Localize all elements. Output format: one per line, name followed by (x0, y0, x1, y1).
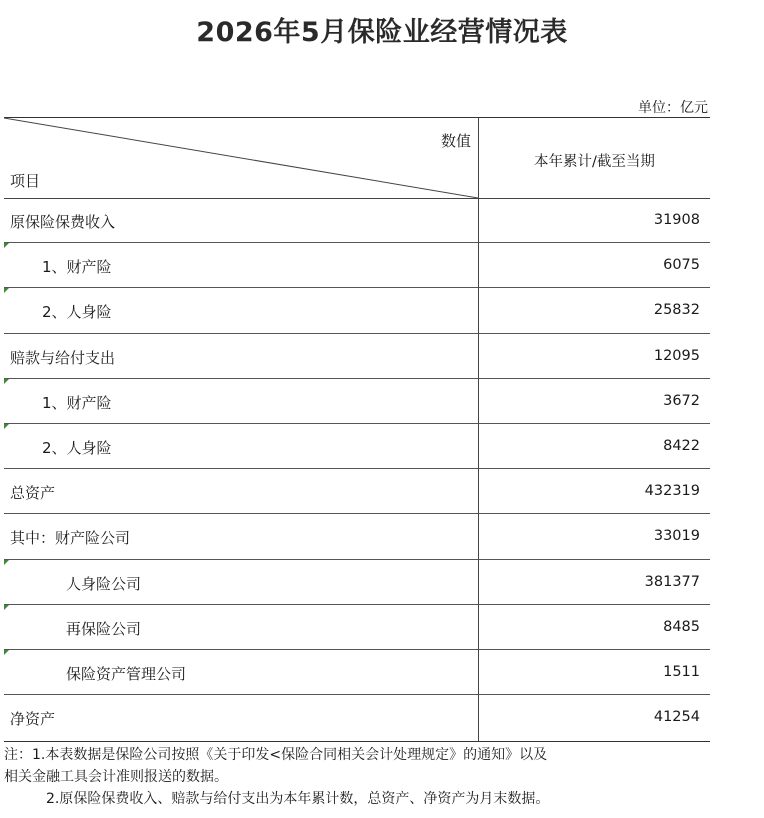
table-row (4, 379, 710, 424)
header-value-label: 数值 (441, 132, 472, 150)
cell-marker-icon (4, 424, 9, 429)
cell-marker-icon (4, 243, 9, 248)
row-label: 净资产 (10, 710, 56, 729)
cell-marker-icon (4, 605, 9, 610)
table-row (4, 514, 710, 559)
row-value: 1511 (663, 663, 700, 680)
row-label: 2、人身险 (42, 438, 112, 457)
table-row (4, 605, 710, 650)
row-label: 1、财产险 (42, 258, 112, 277)
table-row (4, 198, 710, 243)
header-item-label: 项目 (10, 172, 41, 190)
footnote-line-2: 相关金融工具会计准则报送的数据。 (4, 769, 228, 785)
row-value: 25832 (653, 302, 700, 319)
table-row (4, 243, 710, 288)
row-label: 赔款与给付支出 (10, 348, 116, 367)
table-row (4, 424, 710, 469)
row-label: 总资产 (10, 484, 56, 503)
row-value: 8422 (663, 437, 700, 454)
row-value: 3672 (663, 392, 700, 409)
unit-label: 单位：亿元 (638, 100, 708, 116)
row-label: 2、人身险 (42, 303, 112, 322)
footnotes (4, 744, 714, 810)
row-value: 33019 (653, 528, 700, 545)
table-row (4, 560, 710, 605)
table-header (4, 118, 710, 199)
data-table (4, 117, 710, 742)
table-body (4, 198, 710, 740)
table-row (4, 288, 710, 333)
table-row (4, 334, 710, 379)
row-value: 381377 (644, 573, 700, 590)
row-label: 人身险公司 (66, 574, 142, 593)
row-value: 12095 (653, 347, 700, 364)
row-value: 41254 (653, 709, 700, 726)
footnote-line-3: 2.原保险保费收入、赔款与给付支出为本年累计数，总资产、净资产为月末数据。 (46, 791, 550, 807)
diagonal-divider (4, 118, 478, 198)
footnote-line-1: 注：1.本表数据是保险公司按照《关于印发<保险合同相关会计处理规定》的通知》以及 (4, 747, 548, 763)
row-label: 其中：财产险公司 (10, 529, 131, 548)
column-divider (478, 198, 479, 741)
cell-marker-icon (4, 288, 9, 293)
row-label: 原保险保费收入 (10, 213, 116, 231)
row-value: 432319 (644, 483, 700, 500)
row-value: 31908 (653, 212, 700, 228)
row-label: 1、财产险 (42, 393, 112, 412)
row-value: 6075 (663, 257, 700, 274)
row-value: 8485 (663, 618, 700, 635)
page-title: 2026年5月保险业经营情况表 (196, 17, 568, 48)
row-label: 再保险公司 (66, 619, 142, 638)
header-column-title: 本年累计/截至当期 (534, 154, 655, 170)
cell-marker-icon (4, 650, 9, 655)
row-label: 保险资产管理公司 (66, 664, 187, 683)
cell-marker-icon (4, 560, 9, 565)
cell-marker-icon (4, 379, 9, 384)
table-row (4, 695, 710, 740)
table-row (4, 469, 710, 514)
table-row (4, 650, 710, 695)
